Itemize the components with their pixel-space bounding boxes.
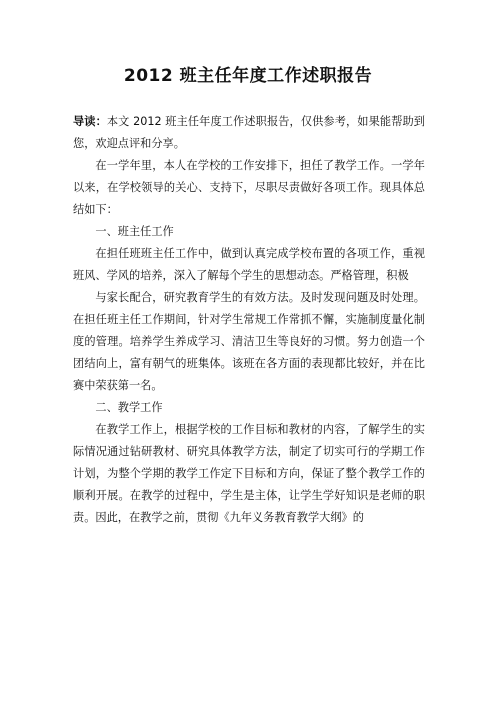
document-title: 2012 班主任年度工作述职报告 [123, 66, 373, 86]
lead-paragraph [73, 111, 425, 155]
parent-cooperation-paragraph: 与家长配合，研究教育学生的有效方法。及时发现问题及时处理。在担任班主任工作期间，针对学生常规工作常抓不懈，实施制度量化制度的管理。培养学生养成学习、清洁卫生等良好的习惯。努力创造一个团结向上，富有朝气的班集体。该班在各方面的表现都比较好，并在比赛中荣获第一名。 [73, 291, 425, 392]
lead-label: 导读： [73, 115, 107, 128]
lead-text: 本文 2012 班主任年度工作述职报告，仅供参考，如果能帮助到您，欢迎点评和分享。 [73, 115, 425, 150]
document-body [73, 111, 425, 529]
section-heading-head-teacher: 一、班主任工作 [95, 225, 174, 238]
teaching-paragraph: 在教学工作上，根据学校的工作目标和教材的内容，了解学生的实际情况通过钻研教材、研究具体教学方法，制定了切实可行的学期工作计划，为整个学期的教学工作定下目标和方向，保证了整个教学工作的顺利开展。在教学的过程中，学生是主体，让学生学好知识是老师的职责。因此，在教学之前，贯彻《九年义务教育教学大纲》的 [73, 423, 425, 524]
head-teacher-paragraph: 在担任班班主任工作中，做到认真完成学校布置的各项工作，重视班风、学风的培养，深入了解每个学生的思想动态。严格管理，积极 [73, 247, 425, 282]
intro-paragraph: 在一学年里，本人在学校的工作安排下，担任了教学工作。一学年以来，在学校领导的关心、支持下，尽职尽责做好各项工作。现具体总结如下： [73, 159, 425, 216]
section-heading-teaching: 二、教学工作 [95, 401, 163, 414]
